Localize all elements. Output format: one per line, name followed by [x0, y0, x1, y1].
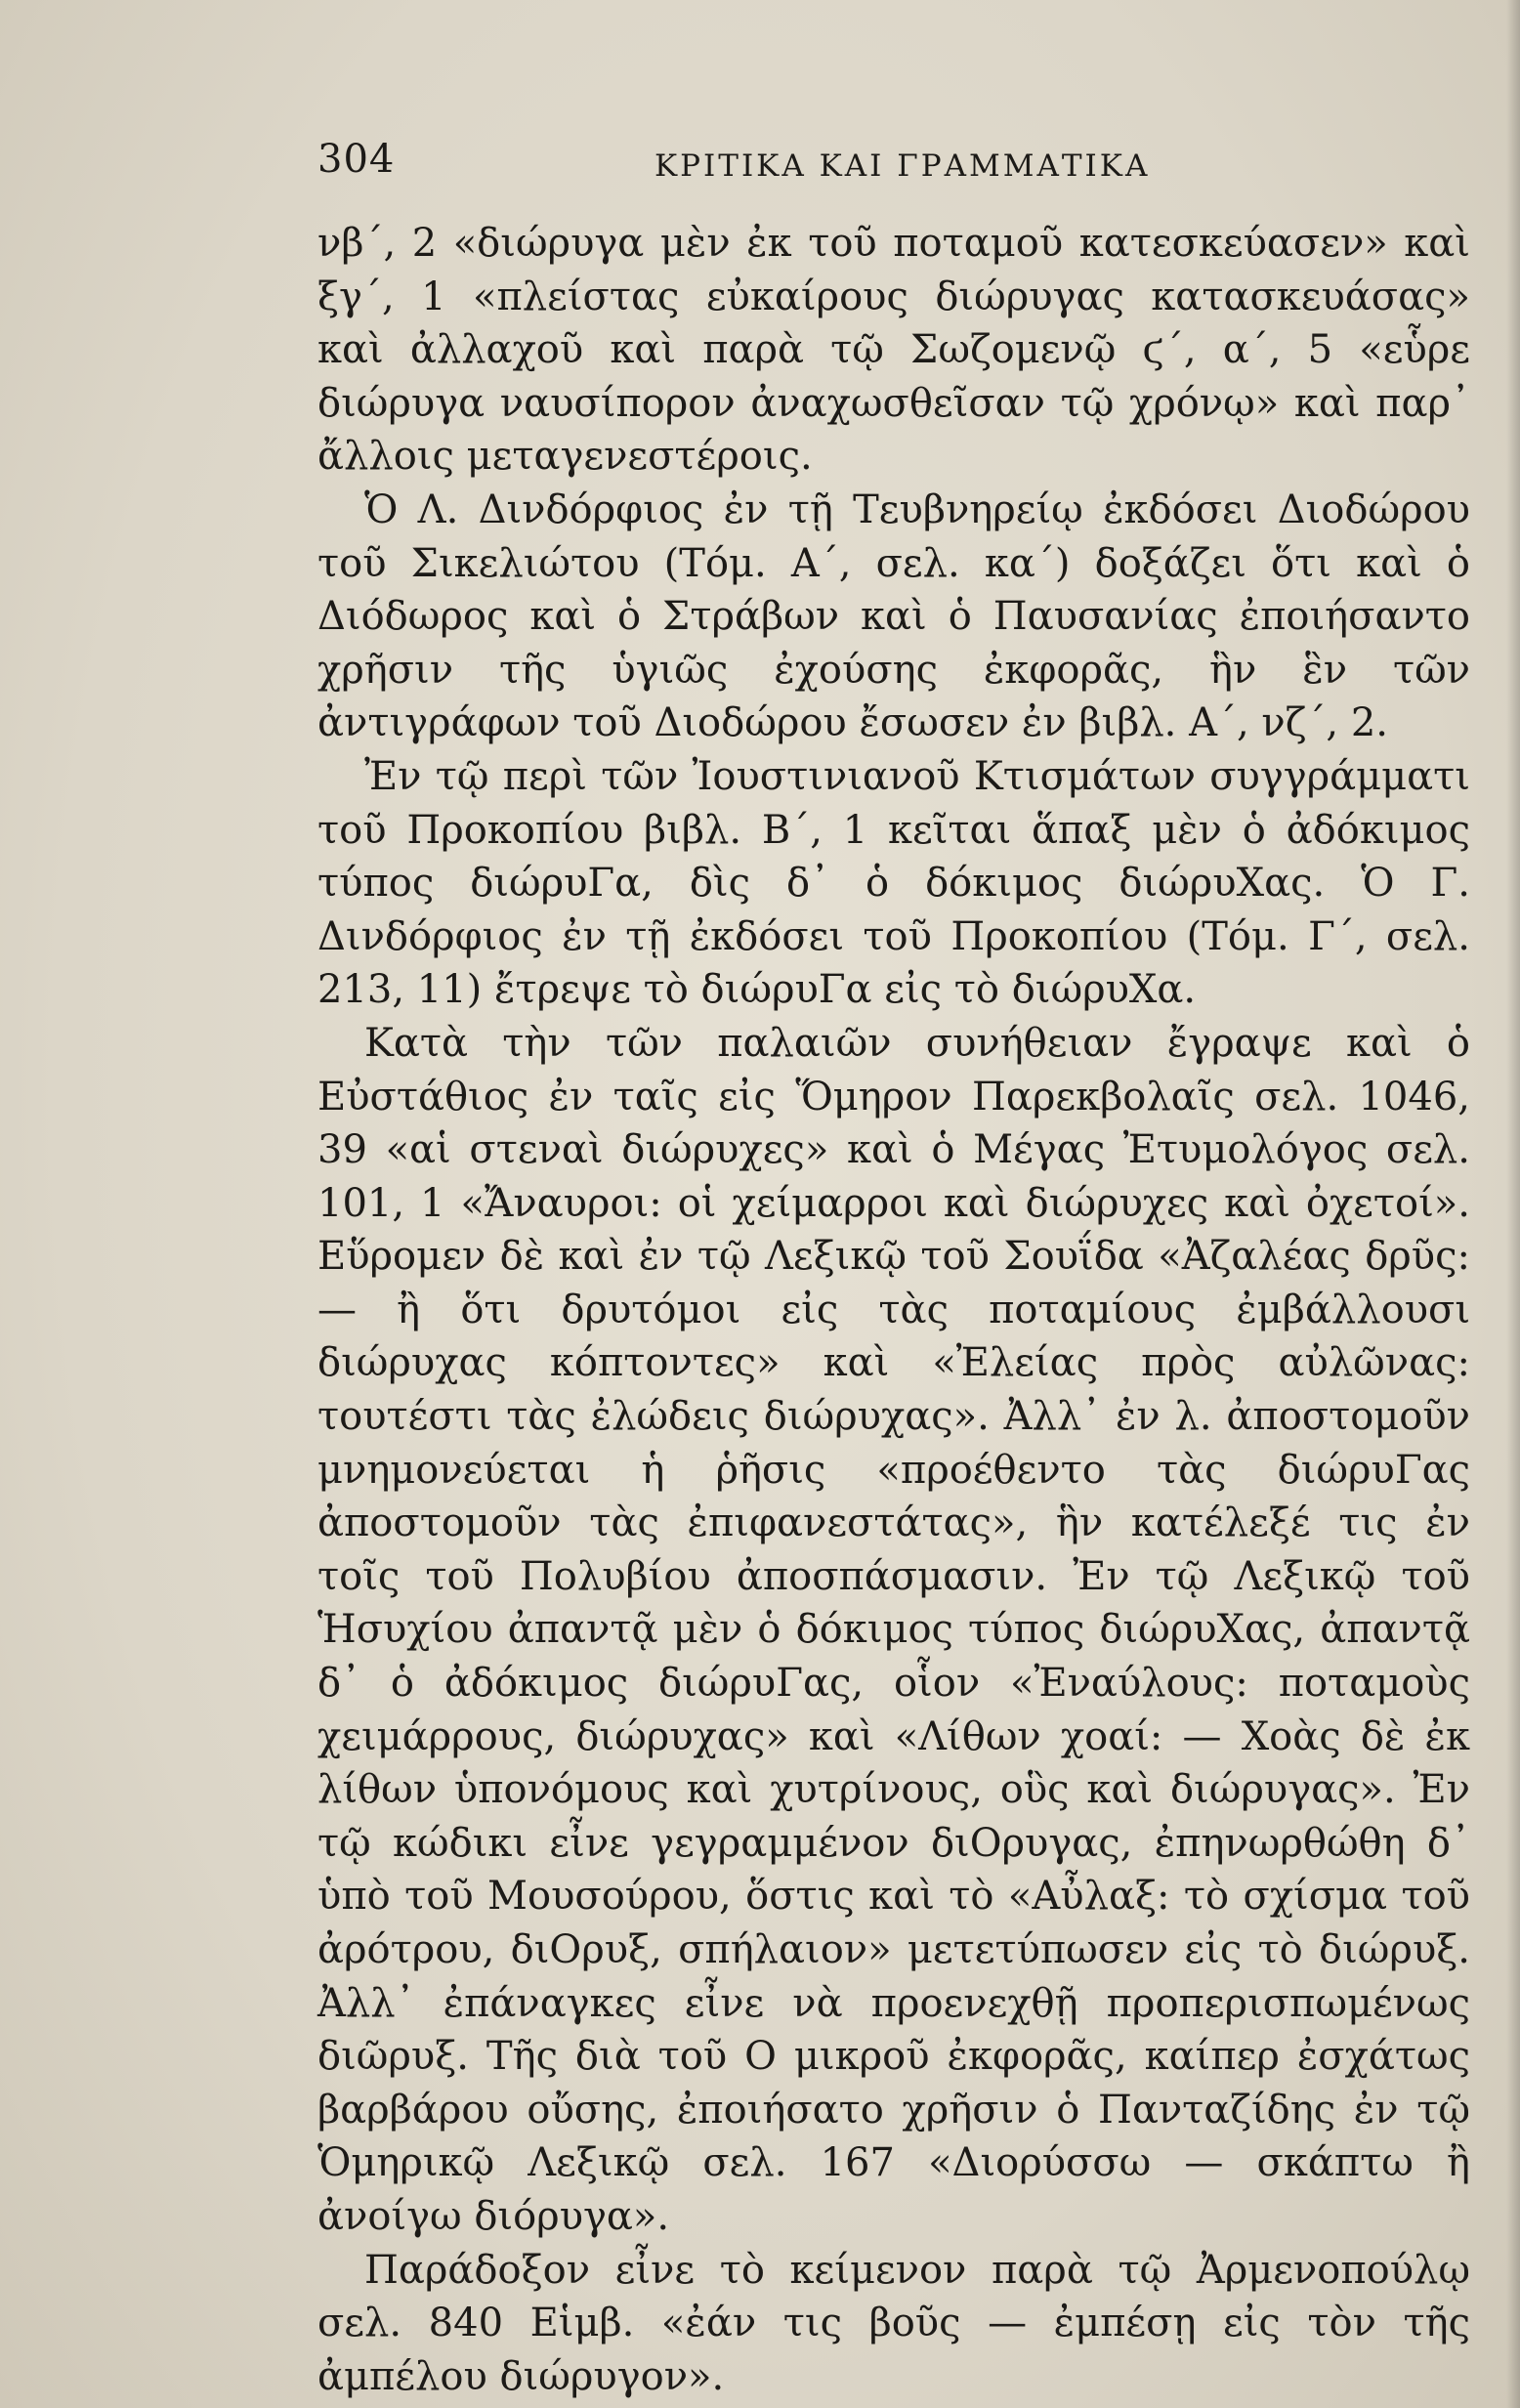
page-number: 304 [317, 137, 396, 182]
paragraph-3: Ἐν τῷ περὶ τῶν Ἰουστινιανοῦ Κτισμάτων συγγράμματι τοῦ Προκοπίου βιβλ. Β΄, 1 κεῖται ἅπαξ μὲν ὁ ἀδόκιμος τύπος διώρυΓα, δὶς δ᾽ ὁ δόκιμος διώρυΧας. Ὁ Γ. Δινδόρφιος ἐν τῇ ἐκδόσει τοῦ Προκοπίου (Τόμ. Γ΄, σελ. 213, 11) ἔτρεψε τὸ διώρυΓα εἰς τὸ διώρυΧα. [317, 753, 1470, 1013]
paragraph-2: Ὁ Λ. Δινδόρφιος ἐν τῇ Τευβνηρείῳ ἐκδόσει Διοδώρου τοῦ Σικελιώτου (Τόμ. Α΄, σελ. κα΄) δοξάζει ὅτι καὶ ὁ Διόδωρος καὶ ὁ Στράβων καὶ ὁ Παυσανίας ἐποιήσαντο χρῆσιν τῆς ὑγιῶς ἐχούσης ἐκφορᾶς, ἣν ἓν τῶν ἀντιγράφων τοῦ Διοδώρου ἔσωσεν ἐν βιβλ. Α΄, νζ΄, 2. [317, 486, 1470, 746]
paragraph-1: νβ΄, 2 «διώρυγα μὲν ἐκ τοῦ ποταμοῦ κατεσκεύασεν» καὶ ξγ΄, 1 «πλείστας εὐκαίρους διώρυγας κατασκευάσας» καὶ ἀλλαχοῦ καὶ παρὰ τῷ Σωζομενῷ ϛ΄, α΄, 5 «εὗρε διώρυγα ναυσίπορον ἀναχωσθεῖσαν τῷ χρόνῳ» καὶ παρ᾽ ἄλλοις μεταγενεστέροις. [317, 221, 1470, 480]
page-edge-shadow [1506, 0, 1520, 2408]
paragraph-5: Παράδοξον εἶνε τὸ κείμενον παρὰ τῷ Ἀρμενοπούλῳ σελ. 840 Εἱμβ. «ἐάν τις βοῦς — ἐμπέσῃ εἰς τὸν τῆς ἀμπέλου διώρυγον». [317, 2247, 1470, 2399]
paragraph-4: Κατὰ τὴν τῶν παλαιῶν συνήθειαν ἔγραψε καὶ ὁ Εὐστάθιος ἐν ταῖς εἰς Ὅμηρον Παρεκβολαῖς σελ. 1046, 39 «αἱ στεναὶ διώρυχες» καὶ ὁ Μέγας Ἐτυμολόγος σελ. 101, 1 «Ἄναυροι: οἱ χείμαρροι καὶ διώρυχες καὶ ὀχετοί». Εὕρομεν δὲ καὶ ἐν τῷ Λεξικῷ τοῦ Σουΐδα «Ἀζαλέας δρῦς: — ἢ ὅτι δρυτόμοι εἰς τὰς ποταμίους ἐμβάλλουσι διώρυχας κόπτοντες» καὶ «Ἐλείας πρὸς αὐλῶνας: τουτέστι τὰς ἐλώδεις διώρυχας». Ἀλλ᾽ ἐν λ. ἀποστομοῦν μνημονεύεται ἡ ῥῆσις «προέθεντο τὰς διώρυΓας ἀποστομοῦν τὰς ἐπιφανεστάτας», ἣν κατέλεξέ τις ἐν τοῖς τοῦ Πολυβίου ἀποσπάσμασιν. Ἐν τῷ Λεξικῷ τοῦ Ἡσυχίου ἀπαντᾷ μὲν ὁ δόκιμος τύπος διώρυΧας, ἀπαντᾷ δ᾽ ὁ ἀδόκιμος διώρυΓας, οἷον «Ἐναύλους: ποταμοὺς χειμάρρους, διώρυχας» καὶ «Λίθων χοαί: — Χοὰς δὲ ἐκ λίθων ὑπονόμους καὶ χυτρίνους, οὓς καὶ διώρυγας». Ἐν τῷ κώδικι εἶνε γεγραμμένον διΟρυγας, ἐπηνωρθώθη δ᾽ ὑπὸ τοῦ Μουσούρου, ὅστις καὶ τὸ «Αὖλαξ: τὸ σχίσμα τοῦ ἀρότρου, διΟρυξ, σπήλαιον» μετετύπωσεν εἰς τὸ διώρυξ. Ἀλλ᾽ ἐπάναγκες εἶνε νὰ προενεχθῇ προπερισπωμένως διῶρυξ. Τῆς διὰ τοῦ Ο μικροῦ ἐκφορᾶς, καίπερ ἐσχάτως βαρβάρου οὔσης, ἐποιήσατο χρῆσιν ὁ Πανταζίδης ἐν τῷ Ὁμηρικῷ Λεξικῷ σελ. 167 «Διορύσσω — σκάπτω ἢ ἀνοίγω διόρυγα». [317, 1020, 1470, 2239]
running-head: ΚΡΙΤΙΚΑ ΚΑΙ ΓΡΑΜΜΑΤΙΚΑ [654, 148, 1151, 184]
page-header [317, 137, 1294, 195]
body-text [317, 217, 1470, 2403]
